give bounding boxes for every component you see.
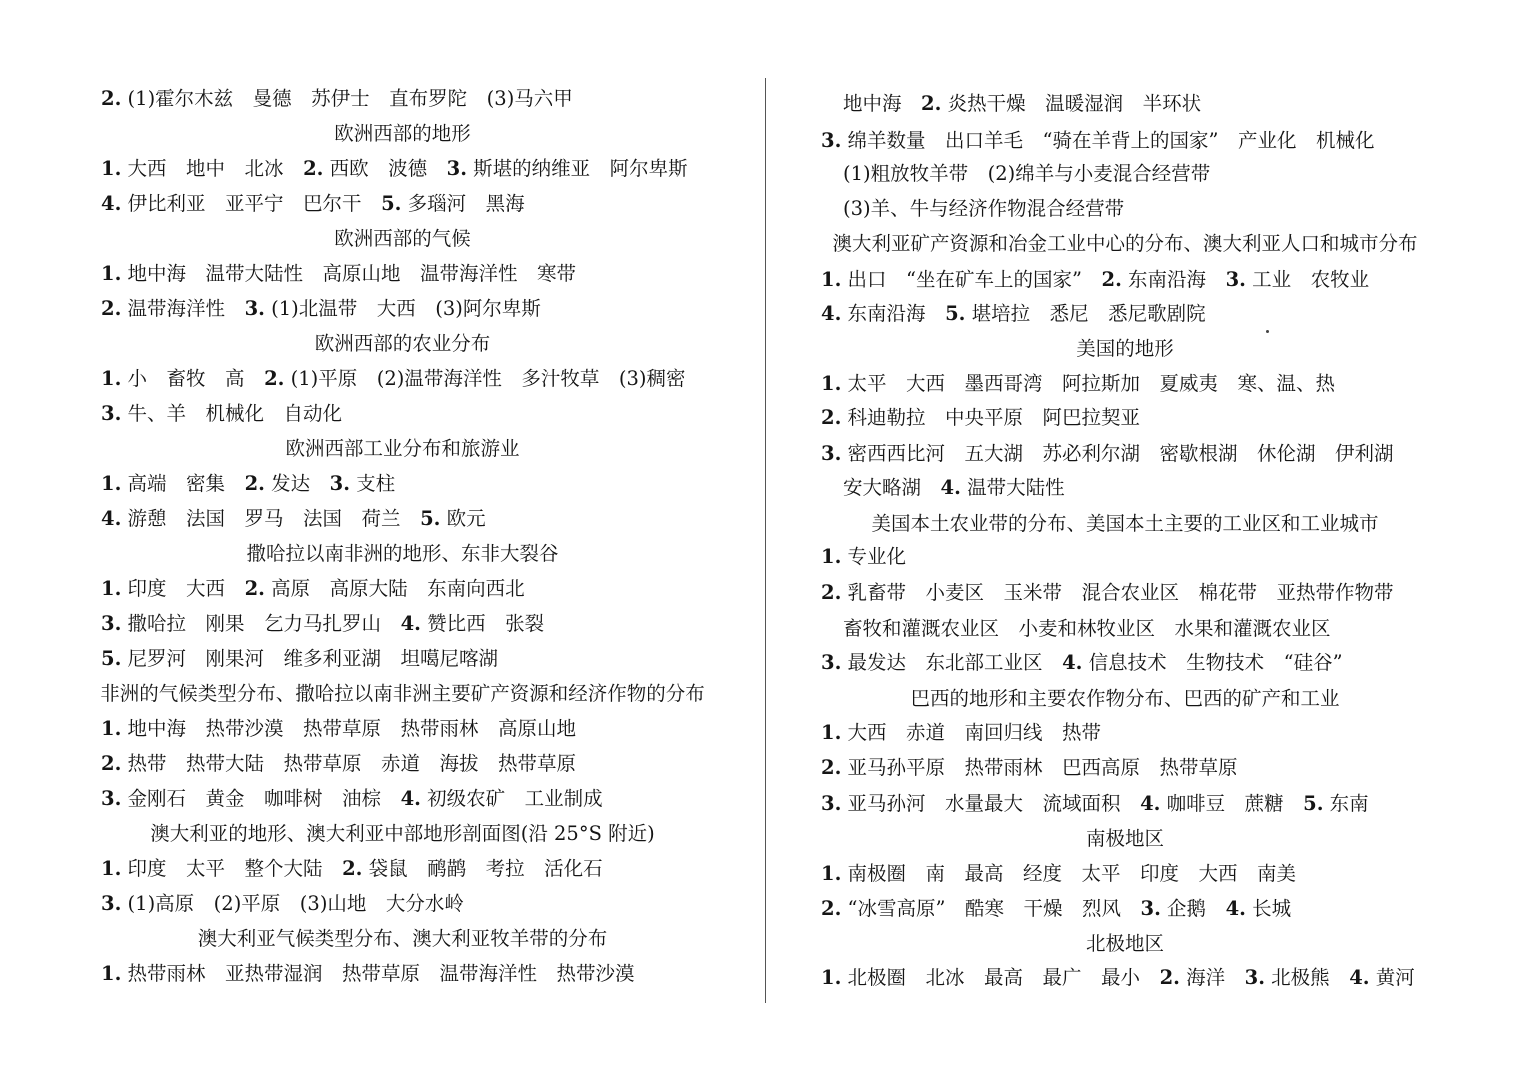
- answer-line: 2. 亚马孙平原 热带雨林 巴西高原 热带草原: [821, 756, 1238, 779]
- answer-line: 3. 撒哈拉 刚果 乞力马扎罗山 4. 赞比西 张裂: [101, 612, 545, 635]
- answer-line: 1. 南极圈 南 最高 经度 太平 印度 大西 南美: [821, 862, 1297, 885]
- answer-line: 2. 科迪勒拉 中央平原 阿巴拉契亚: [821, 406, 1141, 429]
- answer-line: 3. 金刚石 黄金 咖啡树 油棕 4. 初级农矿 工业制成: [101, 787, 603, 810]
- answer-line: 3. 密西西比河 五大湖 苏必利尔湖 密歇根湖 休伦湖 伊利湖: [821, 442, 1394, 465]
- section-heading: 美国的地形: [1076, 337, 1174, 360]
- answer-line: 2. (1)霍尔木兹 曼德 苏伊士 直布罗陀 (3)马六甲: [101, 87, 573, 110]
- answer-line: 2. “冰雪高原” 酷寒 干燥 烈风 3. 企鹅 4. 长城: [821, 897, 1292, 920]
- answer-line: 1. 地中海 温带大陆性 高原山地 温带海洋性 寒带: [101, 262, 577, 285]
- section-heading: 欧洲西部的农业分布: [314, 332, 491, 355]
- section-heading: 欧洲西部工业分布和旅游业: [285, 437, 520, 460]
- answer-line: 1. 小 畜牧 高 2. (1)平原 (2)温带海洋性 多汁牧草 (3)稠密: [101, 367, 686, 390]
- section-heading: 欧洲西部的气候: [334, 227, 471, 250]
- section-heading: 撒哈拉以南非洲的地形、东非大裂谷: [246, 542, 559, 565]
- answer-line: 1. 太平 大西 墨西哥湾 阿拉斯加 夏威夷 寒、温、热: [821, 372, 1336, 395]
- answer-line: 3. 牛、羊 机械化 自动化: [101, 402, 343, 425]
- answer-line: 1. 专业化: [821, 545, 907, 568]
- answer-line: 2. 热带 热带大陆 热带草原 赤道 海拔 热带草原: [101, 752, 577, 775]
- section-heading: 欧洲西部的地形: [334, 122, 471, 145]
- answer-line: 3. 亚马孙河 水量最大 流域面积 4. 咖啡豆 蔗糖 5. 东南: [821, 792, 1369, 815]
- answer-line: 1. 地中海 热带沙漠 热带草原 热带雨林 高原山地: [101, 717, 577, 740]
- section-heading: 澳大利亚矿产资源和冶金工业中心的分布、澳大利亚人口和城市分布: [832, 232, 1418, 255]
- answer-line: 安大略湖 4. 温带大陆性: [843, 476, 1065, 499]
- section-heading: 非洲的气候类型分布、撒哈拉以南非洲主要矿产资源和经济作物的分布: [100, 682, 705, 705]
- answer-line: 3. 最发达 东北部工业区 4. 信息技术 生物技术 “硅谷”: [821, 651, 1343, 674]
- answer-line: 2. 乳畜带 小麦区 玉米带 混合农业区 棉花带 亚热带作物带: [821, 581, 1394, 604]
- section-heading: 南极地区: [1085, 827, 1164, 850]
- answer-line: 1. 大西 赤道 南回归线 热带: [821, 721, 1102, 744]
- section-heading: 澳大利亚的地形、澳大利亚中部地形剖面图(沿 25°S 附近): [150, 822, 655, 845]
- answer-line: 5. 尼罗河 刚果河 维多利亚湖 坦噶尼喀湖: [101, 647, 499, 670]
- section-heading: 澳大利亚气候类型分布、澳大利亚牧羊带的分布: [197, 927, 608, 950]
- answer-line: (3)羊、牛与经济作物混合经营带: [843, 197, 1125, 220]
- answer-line: 3. 绵羊数量 出口羊毛 “骑在羊背上的国家” 产业化 机械化: [821, 129, 1375, 152]
- answer-line: 地中海 2. 炎热干燥 温暖湿润 半环状: [843, 92, 1202, 115]
- answer-line: 1. 印度 大西 2. 高原 高原大陆 东南向西北: [101, 577, 525, 600]
- answer-line: 3. (1)高原 (2)平原 (3)山地 大分水岭: [101, 892, 464, 915]
- answer-line: 4. 伊比利亚 亚平宁 巴尔干 5. 多瑙河 黑海: [101, 192, 525, 215]
- scan-speck: [1266, 330, 1269, 333]
- section-heading: 北极地区: [1085, 932, 1164, 955]
- answer-line: 1. 出口 “坐在矿车上的国家” 2. 东南沿海 3. 工业 农牧业: [821, 268, 1370, 291]
- answer-line: 2. 温带海洋性 3. (1)北温带 大西 (3)阿尔卑斯: [101, 297, 541, 320]
- answer-line: 1. 北极圈 北冰 最高 最广 最小 2. 海洋 3. 北极熊 4. 黄河: [821, 966, 1415, 989]
- column-divider: [765, 78, 766, 1003]
- answer-line: 畜牧和灌溉农业区 小麦和林牧业区 水果和灌溉农业区: [843, 617, 1331, 640]
- answer-line: 1. 高端 密集 2. 发达 3. 支柱: [101, 472, 396, 495]
- answer-line: 1. 热带雨林 亚热带湿润 热带草原 温带海洋性 热带沙漠: [101, 962, 635, 985]
- answer-line: 4. 东南沿海 5. 堪培拉 悉尼 悉尼歌剧院: [821, 302, 1206, 325]
- answer-line: 1. 大西 地中 北冰 2. 西欧 波德 3. 斯堪的纳维亚 阿尔卑斯: [101, 157, 688, 180]
- section-heading: 巴西的地形和主要农作物分布、巴西的矿产和工业: [910, 687, 1340, 710]
- answer-line: 1. 印度 太平 整个大陆 2. 袋鼠 鸸鹋 考拉 活化石: [101, 857, 603, 880]
- section-heading: 美国本土农业带的分布、美国本土主要的工业区和工业城市: [871, 512, 1379, 535]
- answer-line: 4. 游憩 法国 罗马 法国 荷兰 5. 欧元: [101, 507, 486, 530]
- answer-line: (1)粗放牧羊带 (2)绵羊与小麦混合经营带: [843, 162, 1211, 185]
